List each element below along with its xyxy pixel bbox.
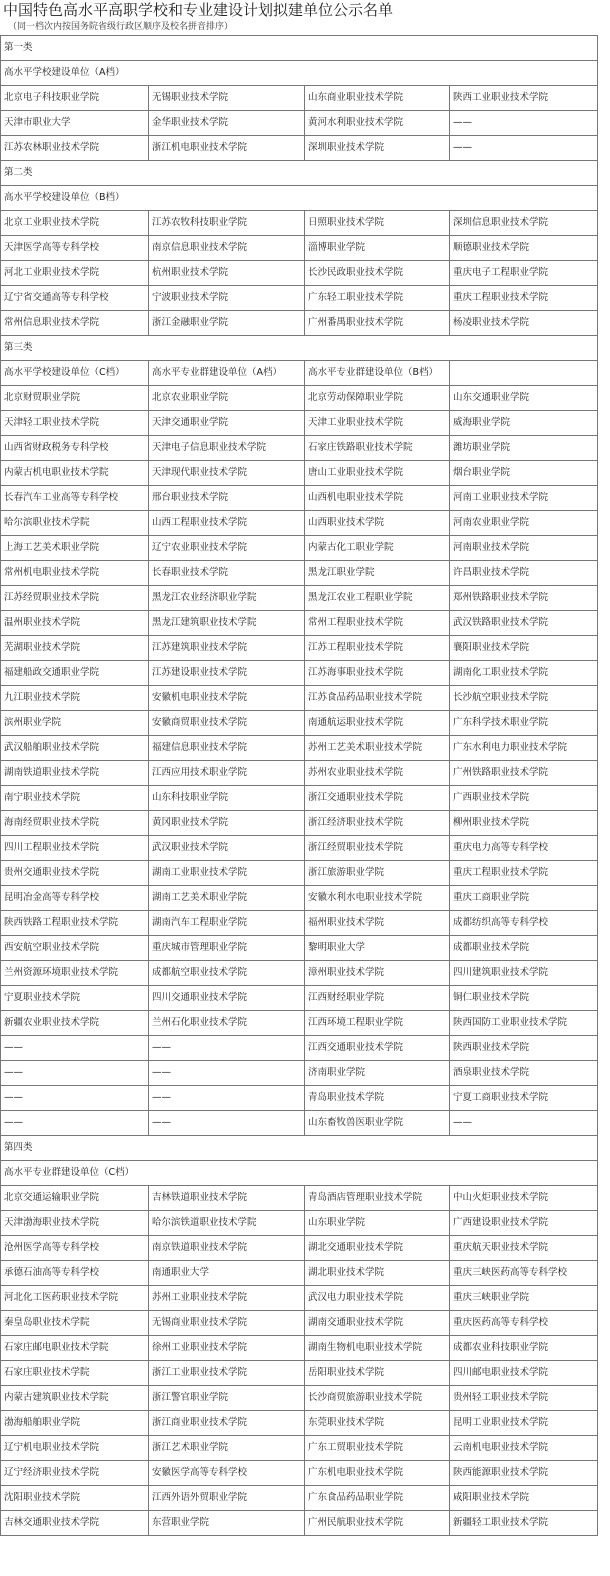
school-cell: 河南农业职业学院 xyxy=(450,511,598,536)
school-cell: 南宁职业技术学院 xyxy=(1,786,149,811)
table-row xyxy=(1,936,598,961)
school-cell: 宁波职业技术学院 xyxy=(149,286,305,311)
school-cell: 陕西能源职业技术学院 xyxy=(450,1461,598,1486)
school-cell: 宁夏工商职业技术学院 xyxy=(450,1086,598,1111)
tier-header-row xyxy=(1,1161,598,1186)
school-cell: 东营职业学院 xyxy=(149,1511,305,1536)
table-body xyxy=(1,36,598,1536)
school-cell: 湖南铁道职业技术学院 xyxy=(1,761,149,786)
school-cell: 浙江机电职业技术学院 xyxy=(149,136,305,161)
tier-header xyxy=(450,361,598,386)
table-row xyxy=(1,411,598,436)
school-cell: 重庆电力高等专科学校 xyxy=(450,836,598,861)
school-cell: 山西职业技术学院 xyxy=(305,511,450,536)
school-cell: 山西省财政税务专科学校 xyxy=(1,436,149,461)
school-cell: 辽宁机电职业技术学院 xyxy=(1,1436,149,1461)
school-cell: —— xyxy=(149,1061,305,1086)
school-cell: 哈尔滨铁道职业技术学院 xyxy=(149,1211,305,1236)
school-cell: 兰州石化职业技术学院 xyxy=(149,1011,305,1036)
table-row xyxy=(1,1436,598,1461)
table-row xyxy=(1,586,598,611)
school-cell: 浙江艺术职业学院 xyxy=(149,1436,305,1461)
school-cell: 贵州交通职业技术学院 xyxy=(1,861,149,886)
school-cell: —— xyxy=(1,1061,149,1086)
school-cell: 广东工贸职业技术学院 xyxy=(305,1436,450,1461)
school-cell: —— xyxy=(1,1086,149,1111)
school-cell: 石家庄铁路职业技术学院 xyxy=(305,436,450,461)
table-row xyxy=(1,1111,598,1136)
school-cell: 岳阳职业技术学院 xyxy=(305,1361,450,1386)
school-cell: 江西环境工程职业学院 xyxy=(305,1011,450,1036)
school-cell: 江苏食品药品职业技术学院 xyxy=(305,686,450,711)
table-row xyxy=(1,1211,598,1236)
school-cell: 浙江金融职业学院 xyxy=(149,311,305,336)
school-cell: 咸阳职业技术学院 xyxy=(450,1486,598,1511)
school-cell: 承德石油高等专科学校 xyxy=(1,1261,149,1286)
school-cell: 内蒙古建筑职业技术学院 xyxy=(1,1386,149,1411)
school-cell: 河北化工医药职业技术学院 xyxy=(1,1286,149,1311)
school-cell: —— xyxy=(149,1111,305,1136)
school-cell: 许昌职业技术学院 xyxy=(450,561,598,586)
table-row xyxy=(1,461,598,486)
school-cell: 邢台职业技术学院 xyxy=(149,486,305,511)
table-row xyxy=(1,1511,598,1536)
table-row xyxy=(1,561,598,586)
table-row xyxy=(1,1011,598,1036)
tier-header-row xyxy=(1,186,598,211)
category-row xyxy=(1,161,598,186)
school-cell: 滨州职业学院 xyxy=(1,711,149,736)
school-cell: 沧州医学高等专科学校 xyxy=(1,1236,149,1261)
school-cell: 重庆工程职业技术学院 xyxy=(450,861,598,886)
school-cell: —— xyxy=(450,1111,598,1136)
category-row xyxy=(1,36,598,61)
table-row xyxy=(1,636,598,661)
table-row xyxy=(1,1411,598,1436)
school-cell: —— xyxy=(149,1086,305,1111)
school-cell: 江苏海事职业技术学院 xyxy=(305,661,450,686)
table-row xyxy=(1,1486,598,1511)
tier-header-row xyxy=(1,361,598,386)
school-cell: 重庆电子工程职业学院 xyxy=(450,261,598,286)
school-cell: 长春职业技术学院 xyxy=(149,561,305,586)
school-cell: 襄阳职业技术学院 xyxy=(450,636,598,661)
table-row xyxy=(1,736,598,761)
table-row xyxy=(1,911,598,936)
table-row xyxy=(1,836,598,861)
table-row xyxy=(1,1336,598,1361)
school-cell: 上海工艺美术职业学院 xyxy=(1,536,149,561)
table-row xyxy=(1,486,598,511)
school-cell: 重庆三峡职业学院 xyxy=(450,1286,598,1311)
school-cell: 广东机电职业技术学院 xyxy=(305,1461,450,1486)
school-cell: 黄冈职业技术学院 xyxy=(149,811,305,836)
school-cell: 辽宁农业职业技术学院 xyxy=(149,536,305,561)
school-cell: 天津渤海职业技术学院 xyxy=(1,1211,149,1236)
table-row xyxy=(1,211,598,236)
school-cell: 日照职业技术学院 xyxy=(305,211,450,236)
school-cell: 河南工业职业技术学院 xyxy=(450,486,598,511)
school-cell: 广州番禺职业技术学院 xyxy=(305,311,450,336)
school-cell: 淄博职业学院 xyxy=(305,236,450,261)
school-cell: 山西机电职业技术学院 xyxy=(305,486,450,511)
school-cell: 福建船政交通职业学院 xyxy=(1,661,149,686)
school-cell: 天津轻工职业技术学院 xyxy=(1,411,149,436)
school-cell: 陕西职业技术学院 xyxy=(450,1036,598,1061)
school-cell: 湖北职业技术学院 xyxy=(305,1261,450,1286)
school-cell: 安徽商贸职业技术学院 xyxy=(149,711,305,736)
school-cell: 广东食品药品职业学院 xyxy=(305,1486,450,1511)
school-cell: 成都航空职业技术学院 xyxy=(149,961,305,986)
school-cell: 黑龙江农业经济职业学院 xyxy=(149,586,305,611)
school-cell: 重庆三峡医药高等专科学校 xyxy=(450,1261,598,1286)
table-row xyxy=(1,1311,598,1336)
document-subtitle: （同一档次内按国务院省级行政区顺序及校名拼音排序） xyxy=(8,22,234,32)
school-cell: 北京劳动保障职业学院 xyxy=(305,386,450,411)
school-cell: 江苏农牧科技职业学院 xyxy=(149,211,305,236)
table-row xyxy=(1,236,598,261)
school-cell: 安徽水利水电职业技术学院 xyxy=(305,886,450,911)
school-cell: 北京工业职业技术学院 xyxy=(1,211,149,236)
school-cell: 河北工业职业技术学院 xyxy=(1,261,149,286)
school-cell: 陕西国防工业职业技术学院 xyxy=(450,1011,598,1036)
school-cell: 苏州农业职业技术学院 xyxy=(305,761,450,786)
school-cell: 铜仁职业技术学院 xyxy=(450,986,598,1011)
school-cell: 天津市职业大学 xyxy=(1,111,149,136)
table-row xyxy=(1,686,598,711)
tier-header: 高水平学校建设单位（B档） xyxy=(1,186,598,211)
table-row xyxy=(1,536,598,561)
school-cell: 湖南汽车工程职业学院 xyxy=(149,911,305,936)
school-cell: 浙江工业职业技术学院 xyxy=(149,1361,305,1386)
school-cell: 成都纺织高等专科学校 xyxy=(450,911,598,936)
school-cell: 广州民航职业技术学院 xyxy=(305,1511,450,1536)
school-cell: 重庆工程职业技术学院 xyxy=(450,286,598,311)
table-row xyxy=(1,811,598,836)
school-cell: —— xyxy=(450,111,598,136)
school-cell: 黎明职业大学 xyxy=(305,936,450,961)
school-cell: 广东水利电力职业技术学院 xyxy=(450,736,598,761)
school-cell: 长沙商贸旅游职业技术学院 xyxy=(305,1386,450,1411)
school-cell: 浙江经贸职业技术学院 xyxy=(305,836,450,861)
table-row xyxy=(1,111,598,136)
school-cell: 江西交通职业技术学院 xyxy=(305,1036,450,1061)
school-cell: 浙江旅游职业学院 xyxy=(305,861,450,886)
school-cell: 安徽机电职业技术学院 xyxy=(149,686,305,711)
school-cell: 新疆农业职业技术学院 xyxy=(1,1011,149,1036)
table-row xyxy=(1,1286,598,1311)
school-cell: 酒泉职业技术学院 xyxy=(450,1061,598,1086)
school-cell: 长沙航空职业技术学院 xyxy=(450,686,598,711)
school-cell: 黄河水利职业技术学院 xyxy=(305,111,450,136)
school-cell: 渤海船舶职业学院 xyxy=(1,1411,149,1436)
school-cell: 浙江警官职业学院 xyxy=(149,1386,305,1411)
school-cell: 济南职业学院 xyxy=(305,1061,450,1086)
table-row xyxy=(1,286,598,311)
table-row xyxy=(1,136,598,161)
school-cell: 温州职业技术学院 xyxy=(1,611,149,636)
school-cell: 山东畜牧兽医职业学院 xyxy=(305,1111,450,1136)
school-cell: 陕西工业职业技术学院 xyxy=(450,86,598,111)
school-cell: 长沙民政职业技术学院 xyxy=(305,261,450,286)
school-cell: 福建信息职业技术学院 xyxy=(149,736,305,761)
school-cell: —— xyxy=(1,1036,149,1061)
table-row xyxy=(1,436,598,461)
school-cell: 浙江交通职业技术学院 xyxy=(305,786,450,811)
school-cell: 北京财贸职业学院 xyxy=(1,386,149,411)
table-row xyxy=(1,761,598,786)
school-cell: 辽宁省交通高等专科学校 xyxy=(1,286,149,311)
school-cell: 内蒙古机电职业技术学院 xyxy=(1,461,149,486)
school-cell: 郑州铁路职业技术学院 xyxy=(450,586,598,611)
table-row xyxy=(1,886,598,911)
school-cell: 顺德职业技术学院 xyxy=(450,236,598,261)
school-cell: 湖南生物机电职业技术学院 xyxy=(305,1336,450,1361)
school-cell: 湖南化工职业技术学院 xyxy=(450,661,598,686)
table-row xyxy=(1,1461,598,1486)
school-cell: 吉林交通职业技术学院 xyxy=(1,1511,149,1536)
school-cell: 辽宁经济职业技术学院 xyxy=(1,1461,149,1486)
tier-header: 高水平学校建设单位（A档） xyxy=(1,61,598,86)
school-cell: 浙江商业职业技术学院 xyxy=(149,1411,305,1436)
school-cell: 烟台职业学院 xyxy=(450,461,598,486)
school-cell: 广东科学技术职业学院 xyxy=(450,711,598,736)
table-row xyxy=(1,1036,598,1061)
school-cell: 山东商业职业技术学院 xyxy=(305,86,450,111)
school-cell: 宁夏职业技术学院 xyxy=(1,986,149,1011)
category-label: 第三类 xyxy=(1,336,598,361)
school-cell: 武汉船舶职业技术学院 xyxy=(1,736,149,761)
school-cell: 重庆医药高等专科学校 xyxy=(450,1311,598,1336)
school-cell: 杨凌职业技术学院 xyxy=(450,311,598,336)
school-cell: 北京电子科技职业学院 xyxy=(1,86,149,111)
school-cell: 四川交通职业技术学院 xyxy=(149,986,305,1011)
school-cell: 山东科技职业学院 xyxy=(149,786,305,811)
table-row xyxy=(1,661,598,686)
category-row xyxy=(1,1136,598,1161)
school-cell: 重庆城市管理职业学院 xyxy=(149,936,305,961)
school-cell: 长春汽车工业高等专科学校 xyxy=(1,486,149,511)
table-row xyxy=(1,1061,598,1086)
school-cell: 成都职业技术学院 xyxy=(450,936,598,961)
school-cell: 武汉电力职业技术学院 xyxy=(305,1286,450,1311)
school-cell: —— xyxy=(1,1111,149,1136)
school-cell: 唐山工业职业技术学院 xyxy=(305,461,450,486)
school-cell: 无锡职业技术学院 xyxy=(149,86,305,111)
school-cell: 柳州职业技术学院 xyxy=(450,811,598,836)
school-cell: 广西建设职业技术学院 xyxy=(450,1211,598,1236)
school-cell: 昆明工业职业技术学院 xyxy=(450,1411,598,1436)
school-cell: 东莞职业技术学院 xyxy=(305,1411,450,1436)
school-cell: 深圳信息职业技术学院 xyxy=(450,211,598,236)
school-cell: 北京交通运输职业学院 xyxy=(1,1186,149,1211)
school-cell: —— xyxy=(450,136,598,161)
school-cell: —— xyxy=(149,1036,305,1061)
school-cell: 成都农业科技职业学院 xyxy=(450,1336,598,1361)
tier-header-row xyxy=(1,61,598,86)
school-cell: 石家庄职业技术学院 xyxy=(1,1361,149,1386)
school-cell: 青岛酒店管理职业技术学院 xyxy=(305,1186,450,1211)
school-cell: 山东职业学院 xyxy=(305,1211,450,1236)
school-cell: 九江职业技术学院 xyxy=(1,686,149,711)
school-cell: 新疆轻工职业技术学院 xyxy=(450,1511,598,1536)
tier-header: 高水平学校建设单位（C档） xyxy=(1,361,149,386)
school-cell: 山西工程职业技术学院 xyxy=(149,511,305,536)
school-cell: 海南经贸职业技术学院 xyxy=(1,811,149,836)
school-cell: 广东轻工职业技术学院 xyxy=(305,286,450,311)
school-cell: 西安航空职业技术学院 xyxy=(1,936,149,961)
school-cell: 贵州轻工职业技术学院 xyxy=(450,1386,598,1411)
table-row xyxy=(1,261,598,286)
table-row xyxy=(1,1361,598,1386)
category-row xyxy=(1,336,598,361)
school-cell: 山东交通职业学院 xyxy=(450,386,598,411)
school-cell: 重庆航天职业技术学院 xyxy=(450,1236,598,1261)
school-cell: 哈尔滨职业技术学院 xyxy=(1,511,149,536)
school-cell: 石家庄邮电职业技术学院 xyxy=(1,1336,149,1361)
school-cell: 秦皇岛职业技术学院 xyxy=(1,1311,149,1336)
table-row xyxy=(1,711,598,736)
school-cell: 无锡商业职业技术学院 xyxy=(149,1311,305,1336)
school-cell: 湖南工艺美术职业学院 xyxy=(149,886,305,911)
table-row xyxy=(1,86,598,111)
school-cell: 潍坊职业学院 xyxy=(450,436,598,461)
school-cell: 江苏农林职业技术学院 xyxy=(1,136,149,161)
school-cell: 福州职业技术学院 xyxy=(305,911,450,936)
school-cell: 黑龙江建筑职业技术学院 xyxy=(149,611,305,636)
school-cell: 广州铁路职业技术学院 xyxy=(450,761,598,786)
school-cell: 南通职业大学 xyxy=(149,1261,305,1286)
school-list-table xyxy=(0,35,598,1536)
school-cell: 北京农业职业学院 xyxy=(149,386,305,411)
school-cell: 青岛职业技术学院 xyxy=(305,1086,450,1111)
school-cell: 天津工业职业技术学院 xyxy=(305,411,450,436)
school-cell: 金华职业技术学院 xyxy=(149,111,305,136)
school-cell: 黑龙江农业工程职业学院 xyxy=(305,586,450,611)
table-row xyxy=(1,311,598,336)
school-cell: 苏州工业职业技术学院 xyxy=(149,1286,305,1311)
school-cell: 常州信息职业技术学院 xyxy=(1,311,149,336)
school-cell: 河南职业技术学院 xyxy=(450,536,598,561)
table-row xyxy=(1,1086,598,1111)
table-row xyxy=(1,511,598,536)
school-cell: 湖南工业职业技术学院 xyxy=(149,861,305,886)
school-cell: 漳州职业技术学院 xyxy=(305,961,450,986)
table-row xyxy=(1,386,598,411)
school-cell: 常州机电职业技术学院 xyxy=(1,561,149,586)
school-cell: 沈阳职业技术学院 xyxy=(1,1486,149,1511)
school-cell: 昆明冶金高等专科学校 xyxy=(1,886,149,911)
school-cell: 江苏经贸职业技术学院 xyxy=(1,586,149,611)
school-cell: 兰州资源环境职业技术学院 xyxy=(1,961,149,986)
school-cell: 吉林铁道职业技术学院 xyxy=(149,1186,305,1211)
school-cell: 武汉铁路职业技术学院 xyxy=(450,611,598,636)
table-row xyxy=(1,786,598,811)
school-cell: 中山火炬职业技术学院 xyxy=(450,1186,598,1211)
school-cell: 江西应用技术职业学院 xyxy=(149,761,305,786)
school-cell: 天津电子信息职业技术学院 xyxy=(149,436,305,461)
school-cell: 四川邮电职业技术学院 xyxy=(450,1361,598,1386)
document-title: 中国特色高水平高职学校和专业建设计划拟建单位公示名单 xyxy=(3,1,394,19)
school-cell: 湖南交通职业技术学院 xyxy=(305,1311,450,1336)
school-cell: 天津交通职业学院 xyxy=(149,411,305,436)
school-cell: 杭州职业技术学院 xyxy=(149,261,305,286)
school-cell: 重庆工商职业学院 xyxy=(450,886,598,911)
table-row xyxy=(1,1186,598,1211)
school-cell: 浙江经济职业技术学院 xyxy=(305,811,450,836)
school-cell: 江苏建设职业技术学院 xyxy=(149,661,305,686)
school-cell: 江苏工程职业技术学院 xyxy=(305,636,450,661)
school-cell: 武汉职业技术学院 xyxy=(149,836,305,861)
school-cell: 四川工程职业技术学院 xyxy=(1,836,149,861)
tier-header: 高水平专业群建设单位（A档） xyxy=(149,361,305,386)
table-row xyxy=(1,986,598,1011)
school-cell: 苏州工艺美术职业技术学院 xyxy=(305,736,450,761)
category-label: 第一类 xyxy=(1,36,598,61)
school-cell: 天津医学高等专科学校 xyxy=(1,236,149,261)
school-cell: 江西财经职业学院 xyxy=(305,986,450,1011)
school-cell: 安徽医学高等专科学校 xyxy=(149,1461,305,1486)
school-cell: 南通航运职业技术学院 xyxy=(305,711,450,736)
school-cell: 威海职业学院 xyxy=(450,411,598,436)
school-cell: 黑龙江职业学院 xyxy=(305,561,450,586)
school-cell: 深圳职业技术学院 xyxy=(305,136,450,161)
tier-header: 高水平专业群建设单位（B档） xyxy=(305,361,450,386)
category-label: 第二类 xyxy=(1,161,598,186)
school-cell: 陕西铁路工程职业技术学院 xyxy=(1,911,149,936)
tier-header: 高水平专业群建设单位（C档） xyxy=(1,1161,598,1186)
table-row xyxy=(1,1261,598,1286)
school-cell: 天津现代职业技术学院 xyxy=(149,461,305,486)
table-row xyxy=(1,861,598,886)
school-cell: 江苏建筑职业技术学院 xyxy=(149,636,305,661)
school-cell: 常州工程职业技术学院 xyxy=(305,611,450,636)
school-cell: 内蒙古化工职业学院 xyxy=(305,536,450,561)
school-cell: 四川建筑职业技术学院 xyxy=(450,961,598,986)
school-cell: 云南机电职业技术学院 xyxy=(450,1436,598,1461)
school-cell: 广西职业技术学院 xyxy=(450,786,598,811)
school-cell: 湖北交通职业技术学院 xyxy=(305,1236,450,1261)
table-row xyxy=(1,961,598,986)
table-row xyxy=(1,1386,598,1411)
school-cell: 南京信息职业技术学院 xyxy=(149,236,305,261)
school-cell: 芜湖职业技术学院 xyxy=(1,636,149,661)
table-row xyxy=(1,1236,598,1261)
school-cell: 江西外语外贸职业学院 xyxy=(149,1486,305,1511)
category-label: 第四类 xyxy=(1,1136,598,1161)
school-cell: 南京铁道职业技术学院 xyxy=(149,1236,305,1261)
table-row xyxy=(1,611,598,636)
school-cell: 徐州工业职业技术学院 xyxy=(149,1336,305,1361)
